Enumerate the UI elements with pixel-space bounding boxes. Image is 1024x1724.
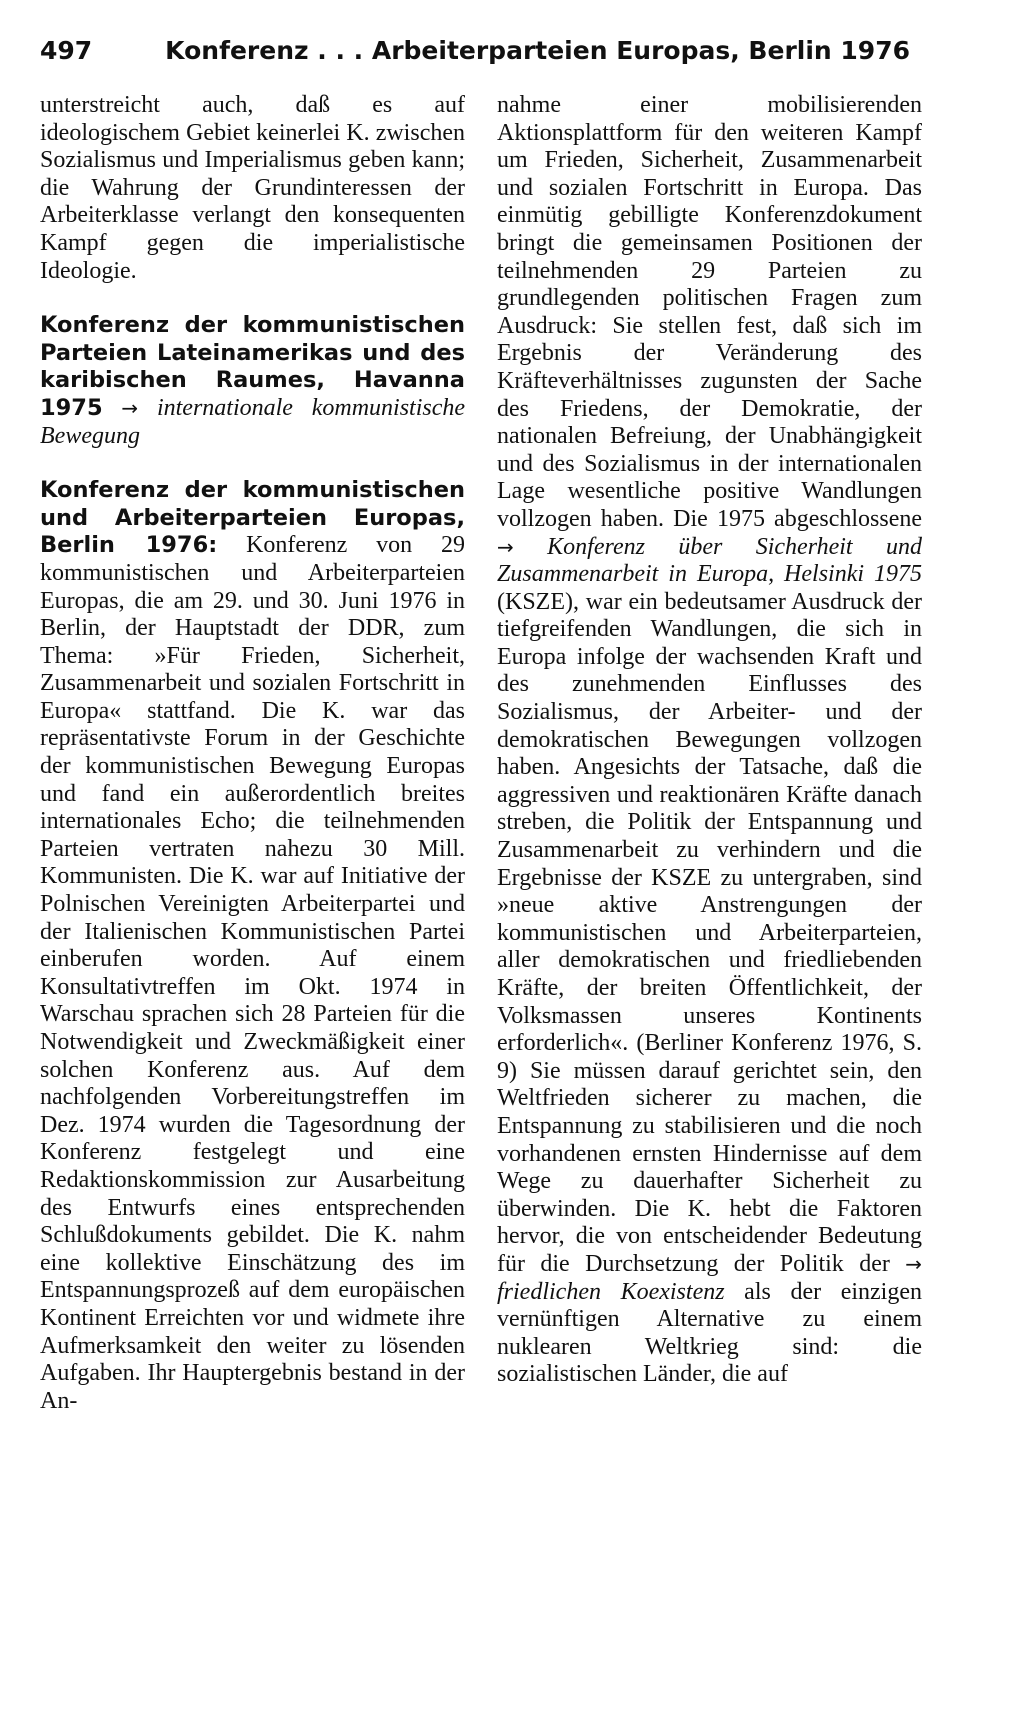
- cross-reference-arrow-icon: →: [905, 1251, 922, 1276]
- right-column: [497, 92, 922, 1389]
- entry-berlin-1976: [40, 477, 465, 1415]
- running-head: [40, 30, 910, 70]
- entry-headword: Konferenz der kommunistischen Parteien Lateinamerikas und des karibischen Raumes, Havanna 1975: [40, 312, 465, 421]
- entry-text: nahme einer mobilisierenden Aktionsplattform für den weiteren Kampf um Frieden, Sicherheit, Zusammenarbeit und sozialen Fortschritt in Europa. Das einmütig gebilligte Konferenzdokument bringt die gemeinsamen Positionen der teilnehmenden 29 Parteien zu grundlegenden politischen Fragen zum Ausdruck: Sie stellen fest, daß sich im Ergebnis der Veränderung des Kräfteverhältnisses zugunsten der Sache des Friedens, der Demokratie, der nationalen Befreiung, der Unabhängigkeit und des Sozialismus in der internationalen Lage wesentliche positive Wandlungen vollzogen haben. Die 1975 abgeschlossene: [497, 92, 922, 532]
- cross-reference: Konferenz über Sicherheit und Zusammenarbeit in Europa, Helsinki 1975: [497, 533, 922, 588]
- page-number: 497: [40, 36, 93, 65]
- continued-paragraph: unterstreicht auch, daß es auf ideologischem Gebiet keinerlei K. zwischen Sozialismus und Imperialismus geben kann; die Wahrung der Grundinteressen der Arbeiterklasse verlangt den konsequenten Kampf gegen die imperialistische Ideologie.: [40, 92, 465, 284]
- cross-reference-arrow-icon: →: [121, 395, 139, 420]
- cross-reference: internationale kommunistische Bewegung: [40, 394, 466, 449]
- cross-reference-arrow-icon: →: [497, 534, 514, 559]
- entry-text: als der einzigen vernünftigen Alternative zu einem nuklearen Weltkrieg sind: die sozialistischen Länder, die auf: [497, 1278, 922, 1388]
- left-column: [40, 92, 465, 1415]
- entry-havanna-1975: [40, 312, 465, 450]
- cross-reference: friedlichen Koexistenz: [497, 1278, 725, 1305]
- entry-text: (KSZE), war ein bedeutsamer Ausdruck der tiefgreifenden Wandlungen, die sich in Europa infolge der wachsenden Kraft und des zunehmenden Einflusses des Sozialismus, der Arbeiter- und der demokratischen Bewegungen vollzogen haben. Angesichts der Tatsache, daß die aggressiven und reaktionären Kräfte danach streben, die Politik der Entspannung und Zusammenarbeit zu verhindern und die Ergebnisse der KSZE zu untergraben, sind »neue aktive Anstrengungen der kommunistischen und Arbeiterparteien, aller demokratischen und friedliebenden Kräfte, der breiten Öffentlichkeit, der Volksmassen unseres Kontinents erforderlich«. (Berliner Konferenz 1976, S. 9) Sie müssen darauf gerichtet sein, den Weltfrieden sicherer zu machen, die Entspannung zu stabilisieren und die noch vorhandenen ernsten Hindernisse auf dem Wege zu dauerhafter Sicherheit zu überwinden. Die K. hebt die Faktoren hervor, die von entscheidender Bedeutung für die Durchsetzung der Politik der: [497, 588, 922, 1277]
- entry-continuation: [497, 92, 922, 1389]
- entry-text: Konferenz von 29 kommunistischen und Arbeiterparteien Europas, die am 29. und 30. Juni 1976 in Berlin, der Hauptstadt der DDR, zum Thema: »Für Frieden, Sicherheit, Zusammenarbeit und sozialen Fortschritt in Europa« stattfand. Die K. war das repräsentativste Forum in der Geschichte der kommunistischen Bewegung Europas und fand ein außerordentlich breites internationales Echo; die teilnehmenden Parteien vertraten nahezu 30 Mill. Kommunisten. Die K. war auf Initiative der Polnischen Vereinigten Arbeiterpartei und der Italienischen Kommunistischen Partei einberufen worden. Auf einem Konsultativtreffen im Okt. 1974 in Warschau sprachen sich 28 Parteien für die Notwendigkeit und Zweckmäßigkeit einer solchen Konferenz aus. Auf dem nachfolgenden Vorbereitungstreffen im Dez. 1974 wurden die Tagesordnung der Konferenz festgelegt und eine Redaktionskommission zur Ausarbeitung des Entwurfs eines entsprechenden Schlußdokuments gebildet. Die K. nahm eine kollektive Einschätzung des im Entspannungsprozeß auf dem europäischen Kontinent Erreichten vor und widmete ihre Aufmerksamkeit den weiter zu lösenden Aufgaben. Ihr Hauptergebnis bestand in der An-: [40, 532, 465, 1414]
- entry-headword: Konferenz der kommunistischen und Arbeiterparteien Europas, Berlin 1976:: [40, 477, 465, 559]
- running-title: Konferenz . . . Arbeiterparteien Europas, Berlin 1976: [165, 36, 910, 65]
